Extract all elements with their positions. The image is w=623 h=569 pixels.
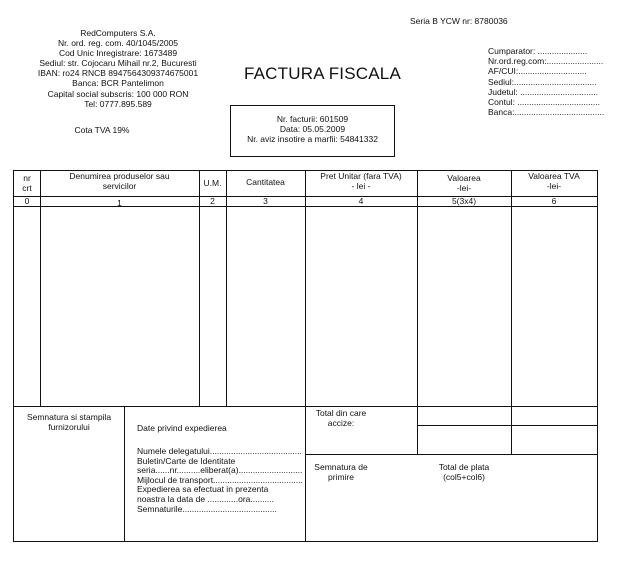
buyer-bank: Banca:...................................... bbox=[488, 107, 605, 118]
document-title: FACTURA FISCALA bbox=[244, 64, 401, 83]
buyer-name: Cumparator: ..................... bbox=[488, 46, 588, 56]
col-number: 4 bbox=[358, 196, 364, 206]
buyer-county: Judetul: ................................. bbox=[488, 86, 599, 97]
seller-capital: Capital social subscris: 100 000 RON bbox=[47, 88, 189, 99]
id-series-line: seria......nr..........eliberat(a)........................... bbox=[137, 465, 303, 476]
header-unit: U.M. bbox=[203, 178, 222, 188]
col-number: 5(3x4) bbox=[451, 196, 477, 206]
header-nr: nr crt bbox=[22, 173, 32, 193]
expedition-title: Date privind expedierea bbox=[137, 423, 227, 433]
seller-reg-number: Nr. ord. reg. com. 40/1045/2005 bbox=[57, 38, 179, 49]
transport-line: Mijlocul de transport...................................... bbox=[137, 474, 303, 485]
buyer-reg-number: Nr.ord.reg.com:........................ bbox=[488, 56, 604, 67]
col-number: 3 bbox=[263, 196, 268, 206]
buyer-info bbox=[488, 46, 604, 117]
header-unit-price: Pret Unitar (fara TVA) - lei - bbox=[320, 171, 402, 191]
footer-sep-1 bbox=[124, 406, 125, 541]
invoice-series: Seria B YCW nr: 8780036 bbox=[410, 16, 508, 26]
receipt-divider bbox=[305, 454, 597, 455]
col-number: 2 bbox=[210, 196, 215, 206]
id-card-line: Buletin/Carte de Identitate bbox=[137, 455, 236, 466]
col-number: 6 bbox=[551, 196, 557, 206]
shipping-notice-number: Nr. aviz insotire a marfii: 54841332 bbox=[247, 134, 378, 145]
total-payment-label: Total de plata (col5+col6) bbox=[438, 462, 490, 482]
signatures-line: Semnaturile........................................ bbox=[137, 503, 277, 514]
delegate-name-line: Numele delegatului....................................... bbox=[137, 446, 302, 456]
seller-phone: Tel: 0777.895.589 bbox=[84, 98, 152, 109]
invoice-table bbox=[13, 170, 598, 542]
header-product-name: Denumirea produselor sau servicilor bbox=[69, 171, 170, 191]
header-quantity: Cantitatea bbox=[246, 177, 285, 187]
col-number: 0 bbox=[24, 196, 30, 206]
col-sep-5 bbox=[417, 171, 418, 454]
total-excise-label: Total din care accize: bbox=[315, 408, 367, 428]
header-value: Valoarea -lei- bbox=[447, 173, 481, 193]
invoice-info-box bbox=[230, 105, 395, 157]
invoice-number: Nr. facturii: 601509 bbox=[276, 114, 349, 124]
seller-address: Sediul: str. Cojocaru Mihail nr.2, Bucuresti bbox=[39, 58, 197, 69]
seller-info bbox=[0, 28, 236, 109]
total-row-divider bbox=[418, 425, 597, 426]
receipt-signature-label: Semnatura de primire bbox=[314, 462, 368, 482]
seller-bank: Banca: BCR Pantelimon bbox=[72, 78, 164, 89]
buyer-cui: AF/CUI:............................. bbox=[488, 66, 587, 77]
col-sep-2 bbox=[199, 171, 200, 406]
seller-cui: Cod Unic Inregistrare: 1673489 bbox=[58, 48, 178, 59]
vat-rate: Cota TVA 19% bbox=[74, 125, 130, 135]
expedition-presence-line: Expedierea sa efectuat in prezenta bbox=[137, 484, 269, 495]
supplier-signature-label: Semnatura si stampila furnizorului bbox=[26, 412, 112, 432]
seller-name: RedComputers S.A. bbox=[80, 28, 156, 38]
header-vat-value: Valoarea TVA -lei- bbox=[528, 171, 580, 191]
col-number: 1 bbox=[117, 198, 122, 208]
buyer-address: Sediul:................................... bbox=[488, 76, 597, 87]
buyer-account: Contul: ................................... bbox=[488, 97, 600, 108]
col-sep-4 bbox=[305, 171, 306, 541]
col-sep-3 bbox=[226, 171, 227, 406]
expedition-date-line: noastra la data de .............ora.......... bbox=[137, 493, 275, 504]
col-sep-6 bbox=[511, 171, 512, 454]
seller-iban: IBAN: ro24 RNCB 8947564309374675001 bbox=[37, 68, 199, 79]
expedition-details bbox=[137, 447, 303, 514]
invoice-date: Data: 05.05.2009 bbox=[279, 124, 346, 135]
